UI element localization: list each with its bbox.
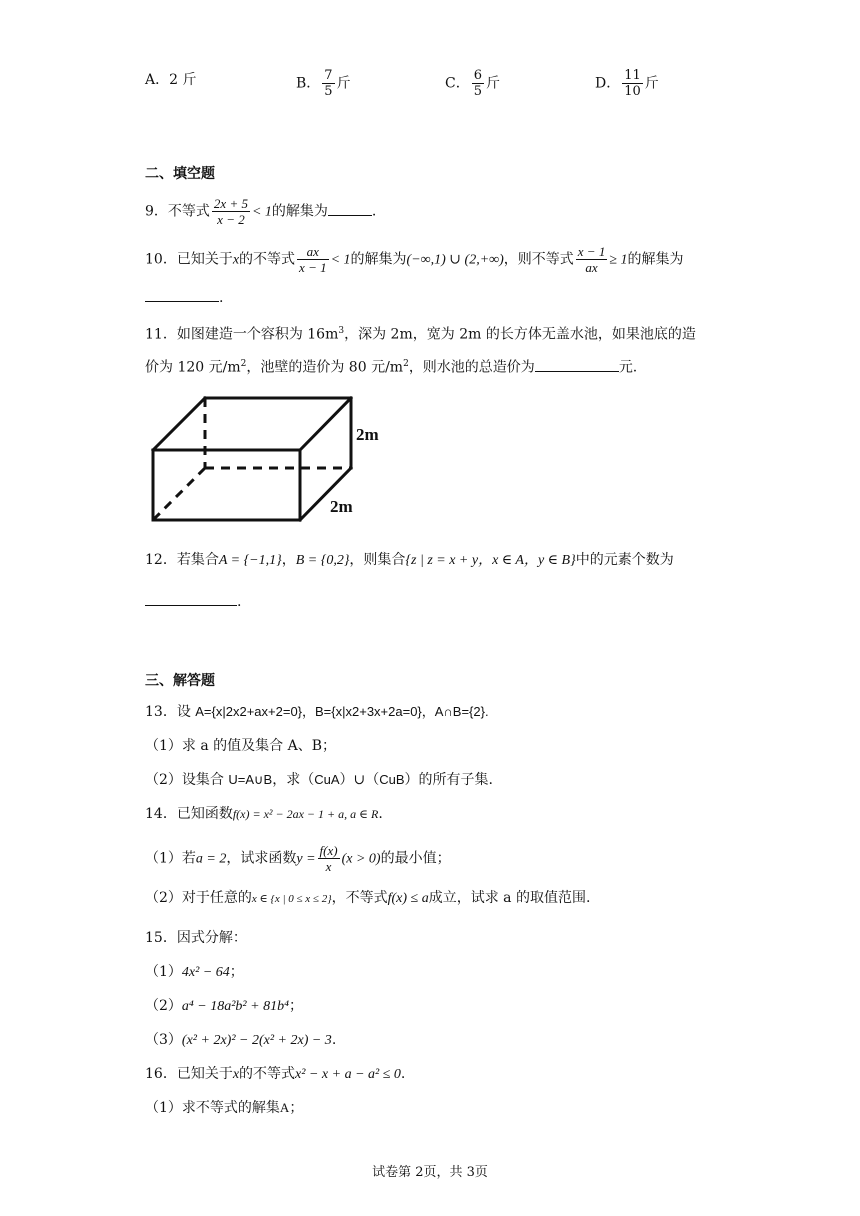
q10-num2: x − 1	[577, 244, 606, 259]
q12-set-b: B = {0,2}	[295, 553, 350, 568]
q10-prefix: 10．已知关于	[145, 251, 233, 268]
q12-end: .	[237, 594, 242, 610]
q10-rel1: < 1	[330, 252, 351, 268]
q15-p3-a: （3）	[145, 1032, 182, 1048]
q11-unit-m2-a: m	[227, 359, 241, 376]
q10-den2: ax	[585, 260, 598, 275]
width-label: 2m	[330, 497, 353, 516]
question-14	[145, 804, 383, 824]
q13-p2-a: （2）设集合	[145, 772, 229, 788]
option-b-den: 5	[324, 84, 333, 99]
q14-p1-den: x	[325, 859, 332, 874]
question-15-part-1	[145, 962, 244, 983]
q11-unit-m3: m	[325, 326, 339, 343]
q14-function: f(x) = x² − 2ax − 1 + a, a ∈ R	[232, 807, 379, 821]
q11-text-e: ，宽为 2	[412, 326, 469, 343]
q16-var: x	[232, 1067, 240, 1082]
question-15: 15．因式分解：	[145, 930, 247, 946]
q13-p2-cub: CuB	[379, 772, 405, 787]
q14-p1-domain: (x > 0)	[341, 851, 381, 867]
option-d	[595, 68, 659, 99]
q14-p1-a: （1）若	[145, 850, 196, 867]
q11-price-bottom: 价为 120 元/	[145, 359, 228, 376]
option-d-label: D．	[595, 75, 621, 92]
option-a	[145, 70, 196, 90]
option-a-unit: 斤	[182, 72, 197, 88]
q10-end: .	[219, 290, 224, 306]
q11-unit-m2-b: m	[389, 359, 404, 376]
q15-p2-c: ；	[288, 998, 303, 1014]
q9-fraction	[212, 196, 250, 227]
option-b	[296, 68, 351, 99]
q10-suffix: 的解集为	[627, 251, 684, 268]
question-9	[145, 196, 376, 227]
q15-p1-expr: 4x² − 64	[181, 965, 230, 980]
q11-price-wall: ，池壁的造价为 80 元/	[246, 359, 390, 376]
q10-mid3: ，则不等式	[503, 251, 574, 268]
q9-den: x − 2	[217, 212, 245, 227]
q11-answer-blank[interactable]	[535, 359, 619, 372]
q14-p2-a: （2）对于任意的	[145, 890, 252, 906]
q16-inequality: x² − x + a − a² ≤ 0	[295, 1067, 401, 1082]
option-a-label: A．2	[145, 72, 179, 88]
front-face	[153, 450, 300, 520]
q12-suffix: 中的元素个数为	[575, 552, 674, 568]
question-14-part-1	[145, 843, 451, 874]
q16-p1-set: A	[279, 1100, 290, 1115]
question-12-answer-line	[145, 592, 241, 612]
q14-p1-num: f(x)	[319, 843, 338, 858]
section-heading-solve: 三、解答题	[145, 673, 215, 689]
option-d-fraction	[622, 68, 643, 99]
q15-p1-c: ；	[229, 964, 244, 980]
q11-yuan: 元.	[618, 359, 638, 376]
q14-p1-c: ，试求函数	[226, 850, 297, 867]
q9-prefix: 9．不等式	[145, 203, 210, 220]
option-b-num: 7	[324, 68, 333, 83]
option-d-den: 10	[624, 84, 641, 99]
hidden-left-edge	[153, 468, 205, 520]
option-c-fraction	[472, 68, 484, 99]
question-15-part-2	[145, 996, 303, 1017]
q13-p2-c: ，求（	[272, 772, 315, 788]
option-c-unit: 斤	[486, 75, 500, 92]
question-12	[145, 550, 674, 571]
option-b-unit: 斤	[336, 75, 351, 92]
q10-num1: ax	[297, 244, 329, 260]
q12-prefix: 12．若集合	[145, 552, 219, 568]
q11-text-c: ，深为 2	[344, 326, 400, 343]
question-11-line-1: 11．如图建造一个容积为 $16m^3$，深为 2m，宽为 2m 的长方体无盖水池，如果池底的造	[145, 326, 696, 343]
q11-text-g: 的长方体无盖水池，如果池底的造	[481, 326, 696, 343]
question-15-part-3	[145, 1030, 336, 1051]
q10-rel2: ≥ 1	[609, 252, 628, 268]
option-c-num: 6	[473, 68, 482, 83]
q16-p1-c: ；	[289, 1100, 304, 1116]
q10-mid1: 的不等式	[239, 251, 296, 268]
q15-p2-expr: a⁴ − 18a²b² + 81b⁴	[181, 999, 289, 1014]
q10-fraction-1	[297, 244, 329, 275]
q14-p1-a-eq: a = 2	[195, 851, 227, 867]
q11-text-a: 11．如图建造一个容积为 16	[145, 326, 326, 343]
option-c-den: 5	[473, 84, 482, 99]
q10-set: (−∞,1) ∪ (2,+∞)	[406, 252, 504, 268]
question-14-part-2	[145, 888, 590, 909]
question-16-part-1	[145, 1098, 303, 1118]
q10-mid2: 的解集为	[350, 251, 407, 268]
q14-p2-c: ，不等式	[331, 890, 388, 906]
option-b-fraction	[322, 68, 334, 99]
q12-set-c: {z | z = x + y，x ∈ A，y ∈ B}	[405, 553, 576, 568]
question-13-part-1: （1）求 a 的值及集合 A、B；	[145, 738, 337, 754]
q14-p2-set: x ∈ {x | 0 ≤ x ≤ 2}	[251, 893, 332, 905]
top-right-edge	[300, 398, 351, 450]
q10-var: x	[232, 252, 240, 268]
q14-end: .	[378, 806, 383, 822]
q14-p1-f: 的最小值；	[380, 850, 451, 867]
q13-p2-g: ）的所有子集.	[404, 772, 493, 788]
q10-answer-blank[interactable]	[145, 289, 219, 302]
q11-unit-m-width: m	[468, 326, 482, 343]
q16-prefix: 16．已知关于	[145, 1066, 233, 1082]
q9-end: .	[371, 203, 377, 220]
q15-p2-a: （2）	[145, 998, 182, 1014]
page-footer: 试卷第 2页，共 3页	[372, 1165, 488, 1180]
q14-p2-e: 成立，试求 a 的取值范围.	[428, 890, 591, 906]
question-16	[145, 1064, 405, 1085]
q12-answer-blank[interactable]	[145, 593, 237, 606]
option-d-unit: 斤	[644, 75, 659, 92]
q13-p2-cua: CuA	[314, 772, 340, 787]
option-c	[445, 68, 500, 99]
section-heading-fill-in: 二、填空题	[145, 166, 215, 182]
q14-p1-y: y =	[296, 851, 316, 867]
question-11-line-2: 价为 120 元$/m^2$，池壁的造价为 80 元$/m^2$，则水池的总造价为 元.	[145, 359, 638, 376]
q11-total-text: ，则水池的总造价为	[408, 359, 535, 376]
q9-num: 2x + 5	[213, 196, 248, 211]
q16-end: .	[400, 1066, 406, 1082]
q13-prefix: 13．设	[145, 704, 196, 720]
question-10	[145, 244, 684, 275]
q12-set-a: A = {−1,1}	[218, 553, 282, 568]
q15-p1-a: （1）	[145, 964, 182, 980]
q9-relation: < 1	[251, 204, 272, 220]
q11-unit-m-depth: m	[399, 326, 413, 343]
q16-mid: 的不等式	[239, 1066, 296, 1082]
height-label: 2m	[356, 425, 379, 444]
q10-fraction-2	[576, 244, 608, 275]
q13-sets: A={x|2x2+ax+2=0}，B={x|x2+3x+2a=0}，A∩B={2}.	[195, 704, 489, 719]
q10-den1: x − 1	[299, 260, 327, 275]
q16-p1-a: （1）求不等式的解集	[145, 1100, 280, 1116]
q9-answer-blank[interactable]	[328, 203, 372, 216]
q12-mid: ，则集合	[349, 552, 406, 568]
top-left-edge	[153, 398, 205, 450]
q15-p3-expr: (x² + 2x)² − 2(x² + 2x) − 3	[181, 1033, 332, 1048]
question-13-line-1	[145, 702, 489, 722]
q9-suffix: 的解集为	[271, 203, 328, 220]
option-d-num: 11	[624, 68, 641, 83]
option-b-label: B．	[296, 75, 321, 92]
q14-p2-ineq: f(x) ≤ a	[387, 891, 429, 906]
question-13-part-2	[145, 770, 493, 790]
water-tank-figure	[148, 392, 398, 528]
q12-sep: ，	[281, 552, 296, 568]
q14-prefix: 14．已知函数	[145, 806, 233, 822]
q15-p3-c: .	[331, 1032, 337, 1048]
question-10-answer-line	[145, 288, 223, 308]
option-c-label: C．	[445, 75, 470, 92]
q14-p1-fraction	[318, 843, 340, 874]
q13-p2-e: ）∪（	[339, 772, 380, 788]
q13-p2-union: U=A∪B	[228, 772, 273, 787]
